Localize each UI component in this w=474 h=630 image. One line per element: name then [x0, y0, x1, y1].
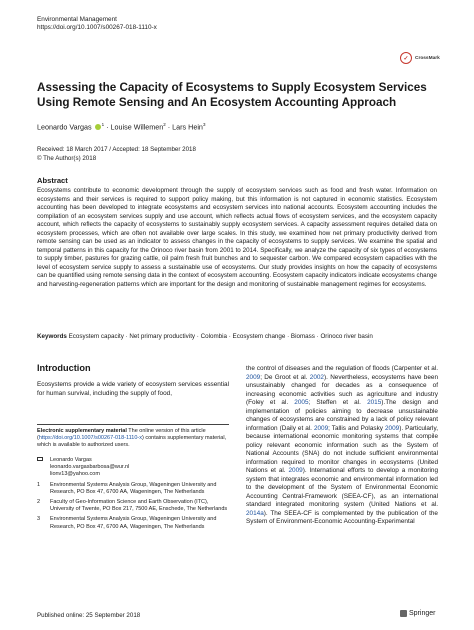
abstract-heading: Abstract: [37, 176, 68, 185]
corr-email[interactable]: leonardo.vargasbarbosa@wur.nl: [50, 464, 130, 471]
body-text: ; Tallis and Polasky: [328, 424, 385, 432]
abstract-text: Ecosystems contribute to economic development through the supply of ecosystem services such as food and fresh water. Information on ecosystems and their services is required to support policy making, but this information is not captured in economic statistics. Ecosystem accounting has been developed to integrate ecosystems and ecosystem services into national accounts. Ecosystem accounting includes the compilation of an ecosystem services supply and use account, which reflects actual flows of ecosystem services, and the ecosystem capacity account, which reflects the capacity of ecosystems to sustainably supply ecosystem services. A capacity assessment requires detailed data on ecosystem processes, which are often not available over large scales. In this study, we examined how net primary productivity derived from remote sensing can be used as an indicator to assess changes in the capacity of ecosystems to supply services. We examine the spatial and temporal patterns in this capacity for the Orinoco river basin from 2001 to 2014. Specifically, we analyze the capacity of six types of ecosystems to supply timber, pastures for grazing cattle, oil palm fresh fruit bunches and to sequester carbon. We compared ecosystem capacities with the level of ecosystem service supply to assess a sustainable use of ecosystems. Our study provides insights on how the capacity of ecosystems can be quantified using remote sensing data in the context of ecosystem accounting. Ecosystem capacity indicators indicate ecosystems change and harvesting-regeneration patterns which are important for the design and monitoring of sustainable management regimes for ecosystems.: [37, 187, 437, 288]
doi-link[interactable]: https://doi.org/10.1007/s00267-018-1110-x: [37, 24, 157, 32]
body-text: ; Steffen et al.: [308, 399, 368, 406]
esm-text: ) contains supplementary material, which is available to authorized users.: [37, 435, 227, 449]
publisher-logo: [400, 610, 435, 617]
journal-name: Environmental Management: [37, 16, 117, 23]
citation-link[interactable]: 2009: [288, 467, 303, 474]
body-text: ; De Groot et al.: [260, 373, 310, 381]
author-affiliation-sup: 3: [202, 122, 206, 127]
affiliation-text: Environmental Systems Analysis Group, Wageningen University and Research, PO Box 47, 6700 AA, Wageningen, The Netherlands: [50, 516, 217, 530]
correspondence-block: [37, 457, 229, 534]
author-affiliation-sup: 2: [163, 122, 166, 127]
crossmark-badge[interactable]: [400, 48, 446, 68]
intro-right-paragraph: [246, 365, 438, 527]
publication-dates: [37, 146, 196, 163]
affiliation-number: 3: [37, 516, 41, 523]
citation-link[interactable]: 2005: [294, 399, 309, 406]
esm-label: Electronic supplementary material: [37, 428, 127, 434]
orcid-icon[interactable]: [95, 124, 101, 130]
envelope-icon: [37, 457, 43, 461]
affiliation-number: 1: [37, 481, 41, 488]
esm-text: The online version of this article (: [37, 428, 206, 442]
published-online: Published online: 25 September 2018: [37, 612, 141, 619]
corr-email[interactable]: lionv13@yahoo.com: [50, 471, 100, 478]
author-affiliation-sup: 1: [101, 122, 105, 127]
citation-link[interactable]: 2015: [367, 399, 382, 406]
citation-link[interactable]: 2014a: [246, 509, 264, 517]
introduction-heading: Introduction: [37, 363, 91, 373]
affiliation-number: 2: [37, 499, 41, 506]
publisher-name: Springer: [409, 610, 436, 617]
keywords-list: Ecosystem capacity · Net primary productivity · Colombia · Ecosystem change · Biomass · Orinoco river basin: [68, 333, 373, 340]
journal-header: [37, 16, 157, 33]
crossmark-icon: ✓: [400, 52, 412, 64]
received-accepted-dates: Received: 18 March 2017 / Accepted: 18 September 2018: [37, 146, 196, 153]
citation-link[interactable]: 2009: [384, 424, 400, 432]
springer-horse-icon: [400, 610, 407, 617]
keywords-label: Keywords: [37, 333, 67, 340]
copyright-line: © The Author(s) 2018: [37, 154, 97, 162]
intro-left-paragraph: Ecosystems provide a wide variety of ecosystem services essential for human survival, including the supply of food,: [37, 381, 229, 397]
crossmark-label: CrossMark: [415, 55, 440, 61]
author-list: Leonardo Vargas $^1$ · Louise Willemen$^2$ · Lars Hein$^3$: [37, 122, 206, 132]
author-name[interactable]: Leonardo Vargas: [37, 122, 92, 132]
body-text: ). International efforts to develop a monitoring system that integrates economic and environmental information led to the development of the System of Environmental Economic Accounting Central-Framework (SEEA-CF), as an international standard integrated monitoring system (United Nations et al.: [246, 467, 438, 508]
keywords: [37, 333, 437, 342]
body-text: the control of diseases and the regulation of floods (Carpenter et al.: [246, 365, 438, 372]
author-name[interactable]: Louise Willemen: [110, 122, 164, 132]
body-text: ). Particularly, because international economic monitoring systems that compile policy relevant economic information such as the System of National Accounts (SNA) do not include sufficient environmental information required to monitor changes in ecosystems (United Nations et al.: [246, 424, 438, 474]
citation-link[interactable]: 2002: [309, 373, 324, 381]
body-text: ). Nevertheless, ecosystems have been unsustainably changed for decades as a consequence of increasing economic activities such as agriculture and industry (Foley et al.: [246, 373, 438, 406]
corr-name: Leonardo Vargas: [50, 457, 92, 463]
affiliation-text: Faculty of Geo-Information Science and Earth Observation (ITC), University of Twente, PO Box 217, 7500 AE, Enschede, The Netherlands: [50, 499, 228, 513]
affiliation-text: Environmental Systems Analysis Group, Wageningen University and Research, PO Box 47, 6700 AA, Wageningen, The Netherlands: [50, 481, 217, 495]
esm-note: [37, 424, 229, 450]
citation-link[interactable]: 2009: [246, 373, 261, 381]
affiliation: [37, 499, 229, 513]
citation-link[interactable]: 2009: [313, 424, 329, 432]
body-text: ). The SEEA-CF is complemented by the publication of the System of Environment-Economic Accounting-Experimental: [246, 509, 438, 525]
affiliation: [37, 516, 229, 530]
esm-link[interactable]: https://doi.org/10.1007/s00267-018-1110-x: [38, 435, 142, 442]
affiliation: [37, 482, 229, 496]
corresponding-author: [37, 457, 229, 479]
paper-title: Assessing the Capacity of Ecosystems to Supply Ecosystem Services Using Remote Sensing and An Ecosystem Accounting Approach: [37, 81, 427, 109]
body-text: ).The design and implementation of policies aiming to decrease unsustainable changes of ecosystems are constrained by a lack of policy relevant information (Daily et al.: [246, 399, 438, 432]
author-name[interactable]: Lars Hein: [172, 122, 203, 132]
